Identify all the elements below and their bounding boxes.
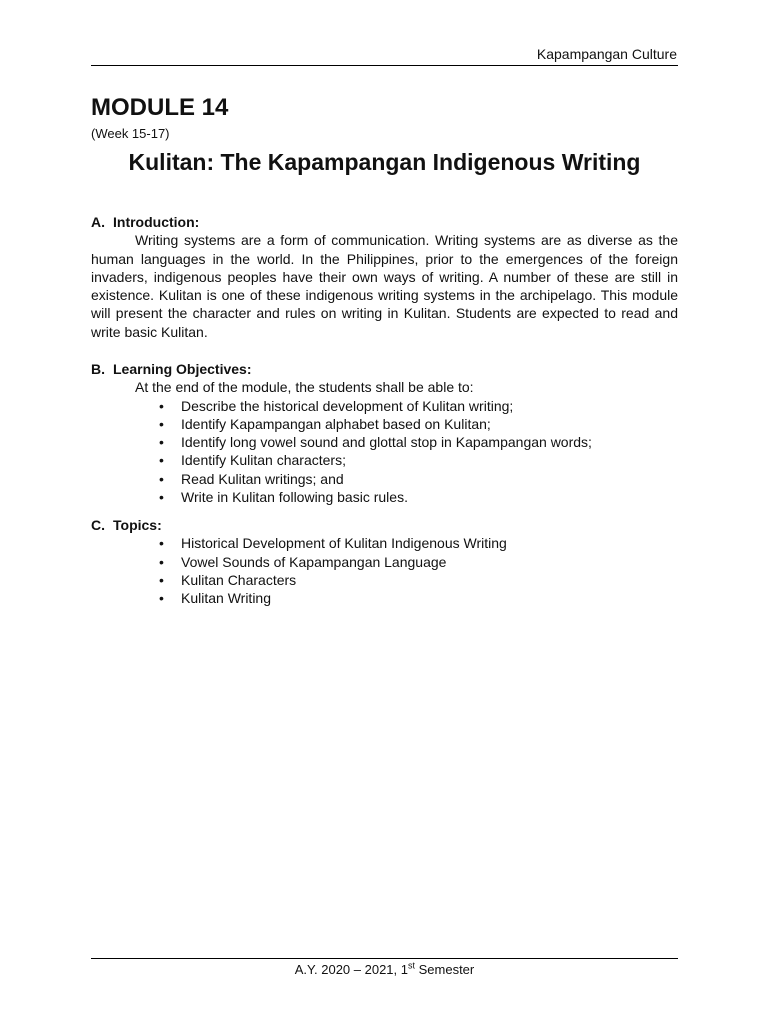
list-item-text: Kulitan Characters (181, 571, 297, 588)
footer-divider (91, 958, 678, 959)
introduction-section (91, 213, 678, 341)
introduction-paragraph: Writing systems are a form of communication. Writing systems are as diverse as the human languages in the world. In the Philippines, prior to the emergences of the foreign invaders, indigenous peoples have their own ways of writing. A number of these are still in existence. Kulitan is one of these indigenous writing systems in the archipelago. This module will present the character and rules on writing in Kulitan. Students are expected to read and write basic Kulitan. (91, 232, 678, 340)
section-title: Topics: (113, 517, 162, 533)
bullet-icon: • (159, 489, 164, 506)
list-item (91, 571, 678, 589)
list-item-text: Historical Development of Kulitan Indigenous Writing (181, 535, 507, 552)
bullet-icon: • (159, 415, 164, 432)
list-item (91, 470, 678, 488)
topics-list (91, 534, 678, 607)
introduction-heading (91, 213, 678, 231)
list-item-text: Identify Kulitan characters; (181, 452, 346, 469)
module-weeks: (Week 15-17) (91, 126, 170, 141)
section-letter: C. (91, 517, 105, 533)
header-divider (91, 65, 678, 66)
bullet-icon: • (159, 571, 164, 588)
bullet-icon: • (159, 434, 164, 451)
section-letter: B. (91, 361, 105, 377)
list-item (91, 553, 678, 571)
bullet-icon: • (159, 553, 164, 570)
bullet-icon: • (159, 535, 164, 552)
list-item (91, 397, 678, 415)
topics-heading (91, 516, 678, 534)
footer-ordinal-suffix: st (407, 960, 415, 971)
list-item (91, 488, 678, 506)
page-footer (91, 961, 678, 979)
document-title: Kulitan: The Kapampangan Indigenous Writing (128, 149, 641, 175)
objectives-list (91, 397, 678, 507)
bullet-icon: • (159, 470, 164, 487)
list-item-text: Vowel Sounds of Kapampangan Language (181, 553, 447, 570)
section-letter: A. (91, 214, 105, 230)
bullet-icon: • (159, 590, 164, 607)
list-item (91, 451, 678, 469)
list-item-text: Write in Kulitan following basic rules. (181, 489, 408, 506)
list-item-text: Read Kulitan writings; and (181, 470, 344, 487)
objectives-heading (91, 360, 678, 378)
footer-academic-year: A.Y. 2020 – 2021, 1 (294, 962, 408, 977)
objectives-lead: At the end of the module, the students shall be able to: (135, 379, 474, 396)
list-item-text: Describe the historical development of Kulitan writing; (181, 397, 514, 414)
running-header: Kapampangan Culture (536, 46, 677, 62)
list-item (91, 415, 678, 433)
section-title: Learning Objectives: (113, 361, 252, 377)
list-item-text: Kulitan Writing (181, 590, 272, 607)
list-item (91, 433, 678, 451)
section-title: Introduction: (113, 214, 200, 230)
footer-semester: Semester (415, 962, 475, 977)
bullet-icon: • (159, 397, 164, 414)
list-item-text: Identify Kapampangan alphabet based on Kulitan; (181, 415, 491, 432)
list-item-text: Identify long vowel sound and glottal stop in Kapampangan words; (181, 434, 592, 451)
module-title: MODULE 14 (91, 94, 229, 121)
bullet-icon: • (159, 452, 164, 469)
objectives-section (91, 360, 678, 506)
list-item (91, 534, 678, 552)
topics-section (91, 516, 678, 607)
list-item (91, 589, 678, 607)
